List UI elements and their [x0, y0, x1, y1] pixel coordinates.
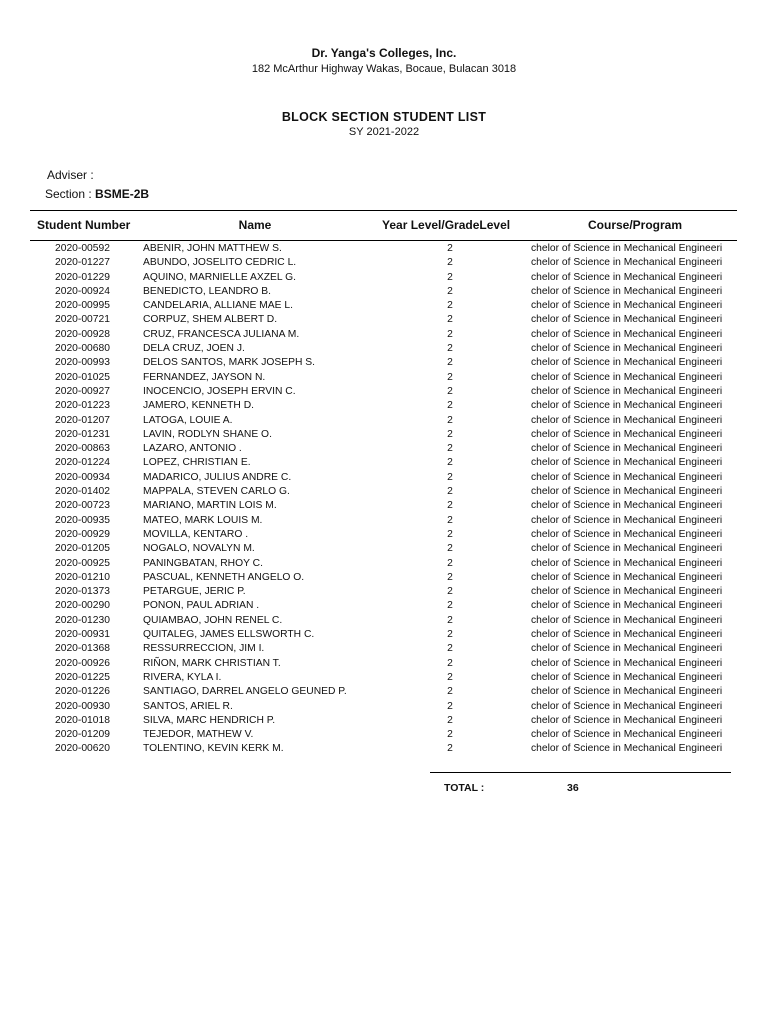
table-header-rule: [30, 240, 737, 241]
student-number-cell: 2020-01226: [55, 686, 110, 698]
year-level-cell: 2: [447, 400, 453, 412]
year-level-cell: 2: [447, 343, 453, 355]
student-number-cell: 2020-00934: [55, 471, 110, 483]
student-number-cell: 2020-01223: [55, 400, 110, 412]
course-text: chelor of Science in Mechanical Engineeri: [531, 557, 723, 569]
course-cell: [531, 442, 738, 456]
section-line: [45, 187, 149, 201]
column-header-name: Name: [238, 218, 272, 232]
year-level-cell: 2: [447, 543, 453, 555]
table-row: [0, 399, 768, 413]
year-level-cell: 2: [447, 257, 453, 269]
course-text: chelor of Science in Mechanical Engineeri: [531, 686, 723, 698]
student-number-cell: 2020-00721: [55, 314, 110, 326]
year-level-cell: 2: [447, 714, 453, 726]
course-text: chelor of Science in Mechanical Engineeri: [531, 500, 723, 512]
student-name-cell: FERNANDEZ, JAYSON N.: [143, 371, 266, 383]
year-level-cell: 2: [447, 357, 453, 369]
student-name-cell: CRUZ, FRANCESCA JULIANA M.: [143, 328, 300, 340]
course-text: chelor of Science in Mechanical Engineeri: [531, 729, 723, 741]
student-name-cell: BENEDICTO, LEANDRO B.: [143, 285, 271, 297]
table-row: [0, 557, 768, 571]
course-cell: [531, 728, 738, 742]
student-name-cell: CANDELARIA, ALLIANE MAE L.: [143, 300, 293, 312]
student-name-cell: MADARICO, JULIUS ANDRE C.: [143, 471, 292, 483]
course-text: chelor of Science in Mechanical Engineeri: [531, 414, 723, 426]
course-text: chelor of Science in Mechanical Engineeri: [531, 629, 723, 641]
adviser-label: Adviser :: [47, 168, 94, 182]
table-top-rule: [30, 210, 737, 211]
student-name-cell: QUITALEG, JAMES ELLSWORTH C.: [143, 629, 315, 641]
course-cell: [531, 685, 738, 699]
column-header-year-level: Year Level/GradeLevel: [382, 218, 511, 232]
student-name-cell: QUIAMBAO, JOHN RENEL C.: [143, 614, 283, 626]
school-address: 182 McArthur Highway Wakas, Bocaue, Bulacan 3018: [251, 63, 517, 75]
year-level-cell: 2: [447, 743, 453, 755]
course-cell: [531, 342, 738, 356]
student-rows: [0, 242, 768, 757]
student-name-cell: LOPEZ, CHRISTIAN E.: [143, 457, 251, 469]
table-row: [0, 642, 768, 656]
course-cell: [531, 514, 738, 528]
year-level-cell: 2: [447, 428, 453, 440]
year-level-cell: 2: [447, 657, 453, 669]
student-name-cell: JAMERO, KENNETH D.: [143, 400, 254, 412]
student-number-cell: 2020-01229: [55, 271, 110, 283]
course-text: chelor of Science in Mechanical Engineeri: [531, 671, 723, 683]
student-number-cell: 2020-00925: [55, 557, 110, 569]
student-name-cell: LAVIN, RODLYN SHANE O.: [143, 428, 272, 440]
year-level-cell: 2: [447, 586, 453, 598]
year-level-cell: 2: [447, 629, 453, 641]
student-number-cell: 2020-01025: [55, 371, 110, 383]
student-number-cell: 2020-01018: [55, 714, 110, 726]
course-text: chelor of Science in Mechanical Engineeri: [531, 614, 723, 626]
student-name-cell: MOVILLA, KENTARO .: [143, 528, 249, 540]
course-cell: [531, 371, 738, 385]
year-level-cell: 2: [447, 314, 453, 326]
year-level-cell: 2: [447, 328, 453, 340]
table-row: [0, 414, 768, 428]
student-number-cell: 2020-00930: [55, 700, 110, 712]
course-cell: [531, 256, 738, 270]
student-number-cell: 2020-00931: [55, 629, 110, 641]
student-name-cell: TEJEDOR, MATHEW V.: [143, 729, 254, 741]
table-row: [0, 728, 768, 742]
student-number-cell: 2020-00592: [55, 243, 110, 254]
course-text: chelor of Science in Mechanical Engineeri: [531, 714, 723, 726]
year-level-cell: 2: [447, 285, 453, 297]
table-row: [0, 285, 768, 299]
course-text: chelor of Science in Mechanical Engineeri: [531, 443, 723, 455]
table-row: [0, 356, 768, 370]
year-level-cell: 2: [447, 385, 453, 397]
course-cell: [531, 356, 738, 370]
table-row: [0, 742, 768, 756]
table-row: [0, 471, 768, 485]
section-label: Section :: [45, 187, 92, 201]
student-number-cell: 2020-00926: [55, 657, 110, 669]
course-cell: [531, 642, 738, 656]
year-level-cell: 2: [447, 371, 453, 383]
course-cell: [531, 271, 738, 285]
course-text: chelor of Science in Mechanical Engineeri: [531, 371, 723, 383]
year-level-cell: 2: [447, 671, 453, 683]
student-name-cell: RIÑON, MARK CHRISTIAN T.: [143, 657, 281, 669]
student-name-cell: LATOGA, LOUIE A.: [143, 414, 233, 426]
student-name-cell: NOGALO, NOVALYN M.: [143, 543, 255, 555]
table-row: [0, 456, 768, 470]
course-text: chelor of Science in Mechanical Engineeri: [531, 657, 723, 669]
student-name-cell: PANINGBATAN, RHOY C.: [143, 557, 263, 569]
table-row: [0, 700, 768, 714]
course-text: chelor of Science in Mechanical Engineeri: [531, 586, 723, 598]
table-row: [0, 671, 768, 685]
year-level-cell: 2: [447, 443, 453, 455]
course-cell: [531, 471, 738, 485]
student-number-cell: 2020-01227: [55, 257, 110, 269]
year-level-cell: 2: [447, 300, 453, 312]
student-name-cell: MARIANO, MARTIN LOIS M.: [143, 500, 277, 512]
table-row: [0, 514, 768, 528]
student-number-cell: 2020-01224: [55, 457, 110, 469]
student-name-cell: RIVERA, KYLA I.: [143, 671, 222, 683]
year-level-cell: 2: [447, 557, 453, 569]
table-row: [0, 614, 768, 628]
student-name-cell: PETARGUE, JERIC P.: [143, 586, 246, 598]
total-label: TOTAL :: [444, 782, 485, 794]
table-row: [0, 342, 768, 356]
student-name-cell: RESSURRECCION, JIM I.: [143, 643, 265, 655]
student-number-cell: 2020-01207: [55, 414, 110, 426]
section-value: BSME-2B: [95, 187, 150, 201]
course-text: chelor of Science in Mechanical Engineeri: [531, 486, 723, 498]
course-cell: [531, 542, 738, 556]
course-cell: [531, 599, 738, 613]
course-text: chelor of Science in Mechanical Engineeri: [531, 457, 723, 469]
course-text: chelor of Science in Mechanical Engineeri: [531, 471, 723, 483]
student-number-cell: 2020-00935: [55, 514, 110, 526]
student-number-cell: 2020-01225: [55, 671, 110, 683]
table-row: [0, 499, 768, 513]
course-text: chelor of Science in Mechanical Engineeri: [531, 743, 723, 755]
course-text: chelor of Science in Mechanical Engineeri: [531, 314, 723, 326]
course-cell: [531, 714, 738, 728]
year-level-cell: 2: [447, 729, 453, 741]
course-text: chelor of Science in Mechanical Engineeri: [531, 385, 723, 397]
course-cell: [531, 428, 738, 442]
course-text: chelor of Science in Mechanical Engineeri: [531, 700, 723, 712]
course-text: chelor of Science in Mechanical Engineeri: [531, 357, 723, 369]
student-number-cell: 2020-00620: [55, 743, 110, 755]
course-text: chelor of Science in Mechanical Engineeri: [531, 400, 723, 412]
course-cell: [531, 385, 738, 399]
student-name-cell: INOCENCIO, JOSEPH ERVIN C.: [143, 385, 296, 397]
course-cell: [531, 657, 738, 671]
course-cell: [531, 299, 738, 313]
course-text: chelor of Science in Mechanical Engineeri: [531, 514, 723, 526]
course-cell: [531, 285, 738, 299]
course-text: chelor of Science in Mechanical Engineeri: [531, 543, 723, 555]
course-cell: [531, 328, 738, 342]
course-text: chelor of Science in Mechanical Engineeri: [531, 300, 723, 312]
table-row: [0, 714, 768, 728]
course-text: chelor of Science in Mechanical Engineeri: [531, 643, 723, 655]
year-level-cell: 2: [447, 643, 453, 655]
student-number-cell: 2020-00680: [55, 343, 110, 355]
school-year: SY 2021-2022: [348, 126, 420, 138]
student-name-cell: PONON, PAUL ADRIAN .: [143, 600, 260, 612]
course-cell: [531, 671, 738, 685]
table-row: [0, 242, 768, 256]
course-cell: [531, 399, 738, 413]
course-text: chelor of Science in Mechanical Engineeri: [531, 600, 723, 612]
year-level-cell: 2: [447, 271, 453, 283]
student-number-cell: 2020-00995: [55, 300, 110, 312]
table-row: [0, 599, 768, 613]
year-level-cell: 2: [447, 571, 453, 583]
table-row: [0, 528, 768, 542]
course-cell: [531, 313, 738, 327]
course-cell: [531, 585, 738, 599]
student-number-cell: 2020-01373: [55, 586, 110, 598]
course-cell: [531, 242, 738, 256]
student-number-cell: 2020-00928: [55, 328, 110, 340]
student-number-cell: 2020-00993: [55, 357, 110, 369]
course-text: chelor of Science in Mechanical Engineeri: [531, 271, 723, 283]
course-text: chelor of Science in Mechanical Engineeri: [531, 285, 723, 297]
year-level-cell: 2: [447, 471, 453, 483]
year-level-cell: 2: [447, 457, 453, 469]
student-name-cell: CORPUZ, SHEM ALBERT D.: [143, 314, 278, 326]
student-number-cell: 2020-00927: [55, 385, 110, 397]
student-name-cell: PASCUAL, KENNETH ANGELO O.: [143, 571, 305, 583]
student-name-cell: SILVA, MARC HENDRICH P.: [143, 714, 276, 726]
student-number-cell: 2020-01209: [55, 729, 110, 741]
student-number-cell: 2020-00290: [55, 600, 110, 612]
table-row: [0, 442, 768, 456]
year-level-cell: 2: [447, 600, 453, 612]
course-cell: [531, 499, 738, 513]
year-level-cell: 2: [447, 614, 453, 626]
year-level-cell: 2: [447, 500, 453, 512]
table-row: [0, 371, 768, 385]
student-number-cell: 2020-00929: [55, 528, 110, 540]
column-header-student-number: Student Number: [37, 218, 131, 232]
course-cell: [531, 456, 738, 470]
table-row: [0, 313, 768, 327]
table-row: [0, 271, 768, 285]
course-text: chelor of Science in Mechanical Engineeri: [531, 343, 723, 355]
student-name-cell: SANTIAGO, DARREL ANGELO GEUNED P.: [143, 686, 347, 698]
course-text: chelor of Science in Mechanical Engineeri: [531, 328, 723, 340]
student-name-cell: AQUINO, MARNIELLE AXZEL G.: [143, 271, 296, 283]
student-name-cell: LAZARO, ANTONIO .: [143, 443, 242, 455]
student-name-cell: TOLENTINO, KEVIN KERK M.: [143, 743, 284, 755]
table-row: [0, 385, 768, 399]
student-number-cell: 2020-00924: [55, 285, 110, 297]
student-name-cell: MAPPALA, STEVEN CARLO G.: [143, 486, 290, 498]
course-cell: [531, 485, 738, 499]
student-number-cell: 2020-01210: [55, 571, 110, 583]
table-row: [0, 428, 768, 442]
table-row: [0, 585, 768, 599]
course-cell: [531, 614, 738, 628]
course-cell: [531, 571, 738, 585]
table-row: [0, 256, 768, 270]
table-row: [0, 685, 768, 699]
course-cell: [531, 557, 738, 571]
student-number-cell: 2020-01402: [55, 486, 110, 498]
year-level-cell: 2: [447, 486, 453, 498]
year-level-cell: 2: [447, 243, 453, 254]
column-header-course: Course/Program: [588, 218, 683, 232]
document-title: BLOCK SECTION STUDENT LIST: [281, 110, 487, 124]
student-name-cell: SANTOS, ARIEL R.: [143, 700, 233, 712]
student-number-cell: 2020-01368: [55, 643, 110, 655]
student-number-cell: 2020-01231: [55, 428, 110, 440]
table-row: [0, 328, 768, 342]
course-cell: [531, 528, 738, 542]
student-name-cell: DELOS SANTOS, MARK JOSEPH S.: [143, 357, 316, 369]
year-level-cell: 2: [447, 528, 453, 540]
total-rule: [430, 772, 731, 773]
student-name-cell: MATEO, MARK LOUIS M.: [143, 514, 263, 526]
year-level-cell: 2: [447, 700, 453, 712]
student-name-cell: ABUNDO, JOSELITO CEDRIC L.: [143, 257, 297, 269]
total-value: 36: [567, 782, 579, 794]
table-row: [0, 299, 768, 313]
course-cell: [531, 742, 738, 756]
table-row: [0, 571, 768, 585]
course-text: chelor of Science in Mechanical Engineeri: [531, 243, 723, 254]
course-text: chelor of Science in Mechanical Engineeri: [531, 528, 723, 540]
table-row: [0, 657, 768, 671]
course-text: chelor of Science in Mechanical Engineeri: [531, 257, 723, 269]
course-cell: [531, 628, 738, 642]
school-name: Dr. Yanga's Colleges, Inc.: [311, 46, 457, 60]
student-name-cell: ABENIR, JOHN MATTHEW S.: [143, 243, 282, 254]
student-number-cell: 2020-01205: [55, 543, 110, 555]
table-row: [0, 485, 768, 499]
year-level-cell: 2: [447, 686, 453, 698]
course-cell: [531, 414, 738, 428]
year-level-cell: 2: [447, 514, 453, 526]
table-row: [0, 542, 768, 556]
course-cell: [531, 700, 738, 714]
student-number-cell: 2020-00863: [55, 443, 110, 455]
student-name-cell: DELA CRUZ, JOEN J.: [143, 343, 245, 355]
student-number-cell: 2020-01230: [55, 614, 110, 626]
table-row: [0, 628, 768, 642]
course-text: chelor of Science in Mechanical Engineeri: [531, 428, 723, 440]
course-text: chelor of Science in Mechanical Engineeri: [531, 571, 723, 583]
student-number-cell: 2020-00723: [55, 500, 110, 512]
year-level-cell: 2: [447, 414, 453, 426]
